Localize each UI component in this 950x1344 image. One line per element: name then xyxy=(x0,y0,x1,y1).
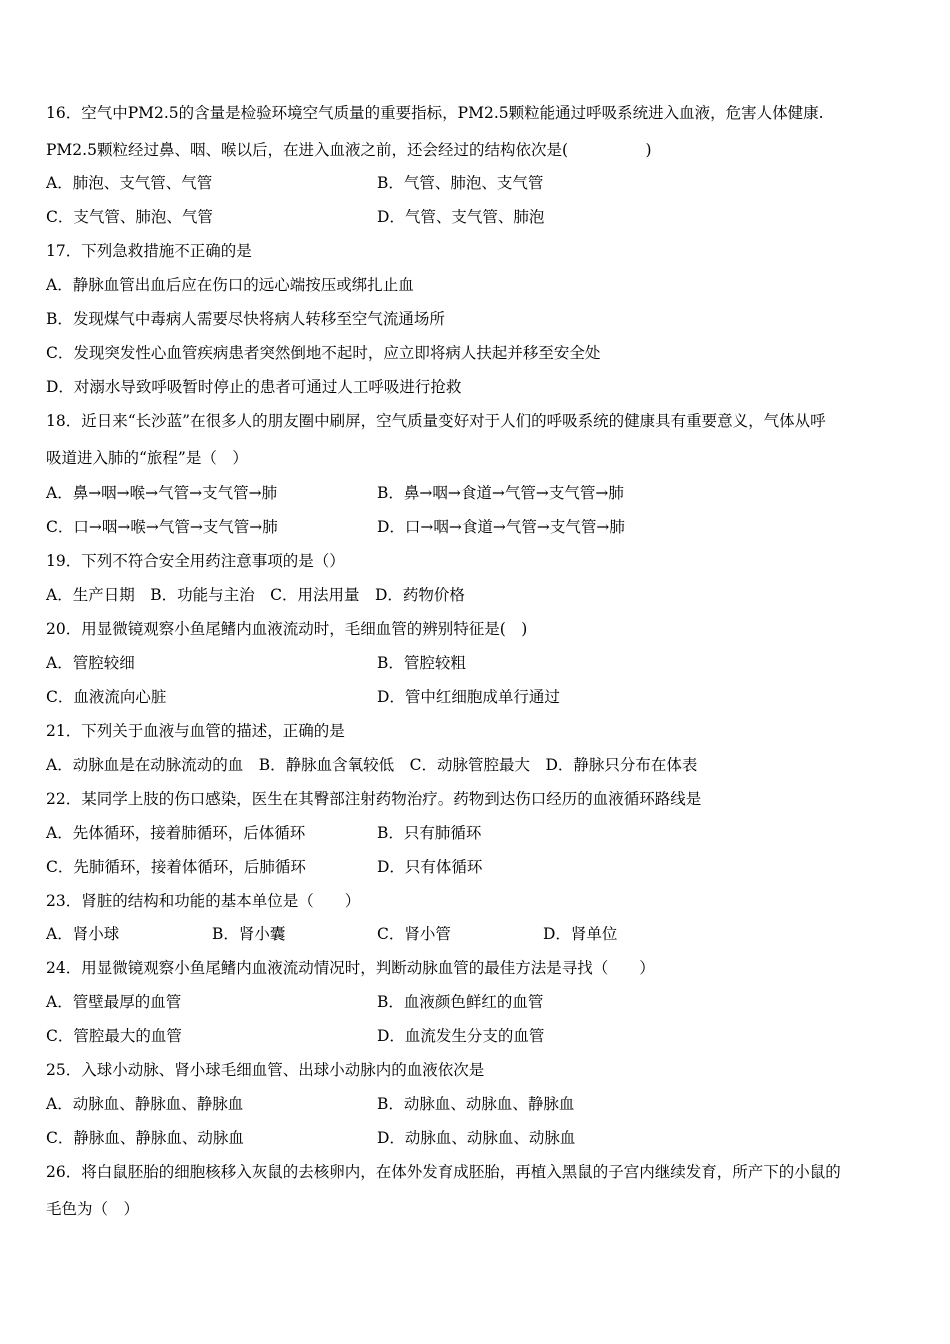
q24-option-a: A．管壁最厚的血管 xyxy=(46,993,182,1011)
q17-stem: 17．下列急救措施不正确的是 xyxy=(46,242,252,260)
q24-option-b: B．血液颜色鲜红的血管 xyxy=(377,993,544,1011)
q20-option-d: D．管中红细胞成单行通过 xyxy=(377,688,560,706)
q17-option-d: D．对溺水导致呼吸暂时停止的患者可通过人工呼吸进行抢救 xyxy=(46,378,462,396)
q21-options: A．动脉血是在动脉流动的血 B．静脉血含氧较低 C．动脉管腔最大 D．静脉只分布在体表 xyxy=(46,756,698,774)
q20-stem: 20．用显微镜观察小鱼尾鳍内血液流动时，毛细血管的辨别特征是( ) xyxy=(46,620,528,638)
q22-stem: 22．某同学上肢的伤口感染，医生在其臀部注射药物治疗。药物到达伤口经历的血液循环路线是 xyxy=(46,790,702,808)
q20-option-a: A．管腔较细 xyxy=(46,654,135,672)
q18-option-b: B．鼻→咽→食道→气管→支气管→肺 xyxy=(377,484,624,502)
q24-stem: 24．用显微镜观察小鱼尾鳍内血液流动情况时，判断动脉血管的最佳方法是寻找（ ） xyxy=(46,959,655,977)
q23-option-c: C．肾小管 xyxy=(377,925,451,943)
q20-option-c: C．血液流向心脏 xyxy=(46,688,167,706)
q18-stem-line2: 吸道进入肺的“旅程”是（ ） xyxy=(46,449,248,467)
q16-option-d: D．气管、支气管、肺泡 xyxy=(377,208,545,226)
q23-stem: 23．肾脏的结构和功能的基本单位是（ ） xyxy=(46,892,361,910)
q17-option-a: A．静脉血管出血后应在伤口的远心端按压或绑扎止血 xyxy=(46,276,414,294)
q16-stem-line2: PM2.5颗粒经过鼻、咽、喉以后，在进入血液之前，还会经过的结构依次是( ) xyxy=(46,141,652,159)
q25-stem: 25．入球小动脉、肾小球毛细血管、出球小动脉内的血液依次是 xyxy=(46,1061,485,1079)
q21-stem: 21．下列关于血液与血管的描述，正确的是 xyxy=(46,722,345,740)
q19-stem: 19．下列不符合安全用药注意事项的是（） xyxy=(46,552,345,570)
q16-option-a: A．肺泡、支气管、气管 xyxy=(46,174,213,192)
q22-option-a: A．先体循环，接着肺循环，后体循环 xyxy=(46,824,306,842)
q17-option-b: B．发现煤气中毒病人需要尽快将病人转移至空气流通场所 xyxy=(46,310,445,328)
q16-option-b: B．气管、肺泡、支气管 xyxy=(377,174,544,192)
q25-option-d: D．动脉血、动脉血、动脉血 xyxy=(377,1129,576,1147)
q24-option-d: D．血流发生分支的血管 xyxy=(377,1027,545,1045)
q26-stem-line2: 毛色为（ ） xyxy=(46,1200,140,1218)
q18-option-a: A．鼻→咽→喉→气管→支气管→肺 xyxy=(46,484,278,502)
q19-options: A．生产日期 B．功能与主治 C．用法用量 D．药物价格 xyxy=(46,586,465,604)
q25-option-b: B．动脉血、动脉血、静脉血 xyxy=(377,1095,575,1113)
q22-option-d: D．只有体循环 xyxy=(377,858,483,876)
q23-option-a: A．肾小球 xyxy=(46,925,120,943)
q18-option-d: D．口→咽→食道→气管→支气管→肺 xyxy=(377,518,625,536)
q18-option-c: C．口→咽→喉→气管→支气管→肺 xyxy=(46,518,278,536)
q26-stem-line1: 26．将白鼠胚胎的细胞核移入灰鼠的去核卵内，在体外发育成胚胎，再植入黑鼠的子宫内继续发育，所产下的小鼠的 xyxy=(46,1163,841,1181)
q20-option-b: B．管腔较粗 xyxy=(377,654,466,672)
q17-option-c: C．发现突发性心血管疾病患者突然倒地不起时，应立即将病人扶起并移至安全处 xyxy=(46,344,601,362)
q25-option-a: A．动脉血、静脉血、静脉血 xyxy=(46,1095,244,1113)
q22-option-b: B．只有肺循环 xyxy=(377,824,482,842)
q22-option-c: C．先肺循环，接着体循环，后肺循环 xyxy=(46,858,306,876)
q18-stem-line1: 18．近日来“长沙蓝”在很多人的朋友圈中刷屏，空气质量变好对于人们的呼吸系统的健康具有重要意义，气体从呼 xyxy=(46,412,826,430)
q23-option-b: B．肾小囊 xyxy=(212,925,286,943)
q25-option-c: C．静脉血、静脉血、动脉血 xyxy=(46,1129,244,1147)
q23-option-d: D．肾单位 xyxy=(543,925,618,943)
q16-option-c: C．支气管、肺泡、气管 xyxy=(46,208,213,226)
q16-stem-line1: 16．空气中PM2.5的含量是检验环境空气质量的重要指标，PM2.5颗粒能通过呼吸系统进入血液，危害人体健康. xyxy=(46,104,824,122)
q24-option-c: C．管腔最大的血管 xyxy=(46,1027,182,1045)
